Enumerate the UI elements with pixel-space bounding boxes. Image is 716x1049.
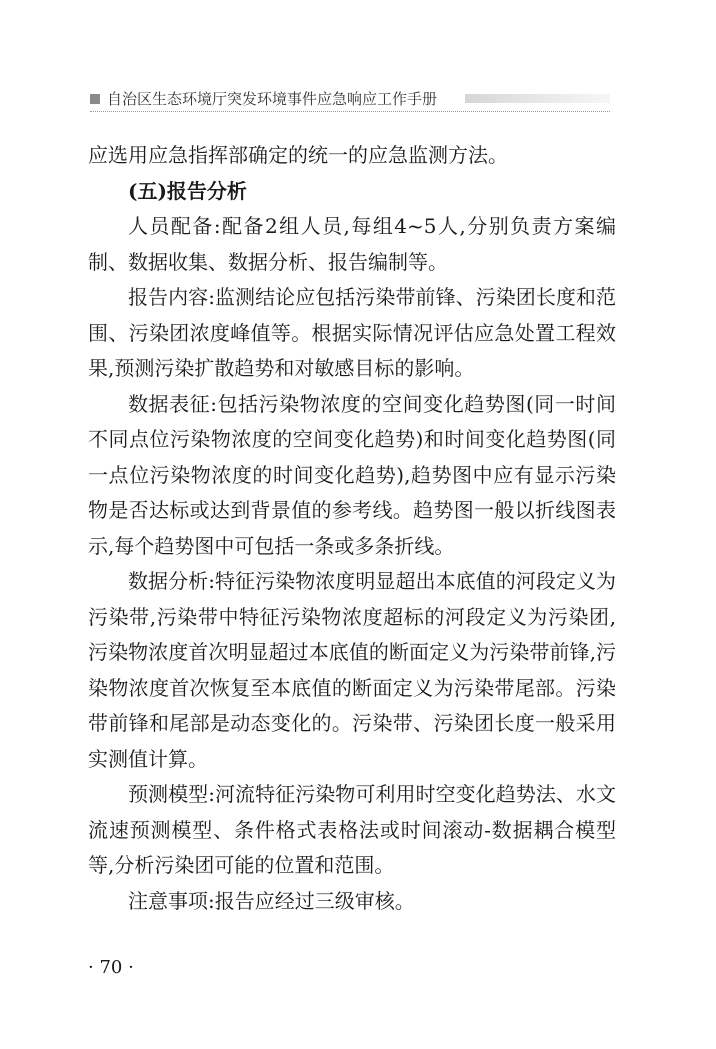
- page-number: · 70 ·: [88, 957, 134, 978]
- paragraph-staffing: 人员配备:配备2组人员,每组4~5人,分别负责方案编制、数据收集、数据分析、报告编制等。: [88, 214, 616, 274]
- page-body: [88, 138, 616, 919]
- header-title: 自治区生态环境厅突发环境事件应急响应工作手册: [107, 90, 438, 108]
- paragraph-report-content: 报告内容:监测结论应包括污染带前锋、污染团长度和范围、污染团浓度峰值等。根据实际情况评估应急处置工程效果,预测污染扩散趋势和对敏感目标的影响。: [88, 285, 616, 380]
- paragraph-notes: 注意事项:报告应经过三级审核。: [128, 888, 415, 913]
- paragraph-data-analysis: 数据分析:特征污染物浓度明显超出本底值的河段定义为污染带,污染带中特征污染物浓度超标的河段定义为污染团,污染物浓度首次明显超过本底值的断面定义为污染带前锋,污染物浓度首次恢复至本底值的断面定义为污染带尾部。污染带前锋和尾部是动态变化的。污染带、污染团长度一般采用实测值计算。: [88, 569, 616, 771]
- paragraph-continuation: 应选用应急指挥部确定的统一的应急监测方法。: [88, 143, 508, 167]
- header-square-marker: [90, 94, 100, 104]
- paragraph-prediction-model: 预测模型:河流特征污染物可利用时空变化趋势法、水文流速预测模型、条件格式表格法或时间滚动-数据耦合模型等,分析污染团可能的位置和范围。: [88, 782, 616, 877]
- running-header: [90, 88, 610, 112]
- paragraph-data-representation: 数据表征:包括污染物浓度的空间变化趋势图(同一时间不同点位污染物浓度的空间变化趋势)和时间变化趋势图(同一点位污染物浓度的时间变化趋势),趋势图中应有显示污染物是否达标或达到背景值的参考线。趋势图一般以折线图表示,每个趋势图中可包括一条或多条折线。: [88, 391, 616, 558]
- header-gradient-bar: [465, 94, 610, 103]
- header-dotted-rule: [90, 111, 610, 112]
- section-heading: (五)报告分析: [128, 178, 247, 203]
